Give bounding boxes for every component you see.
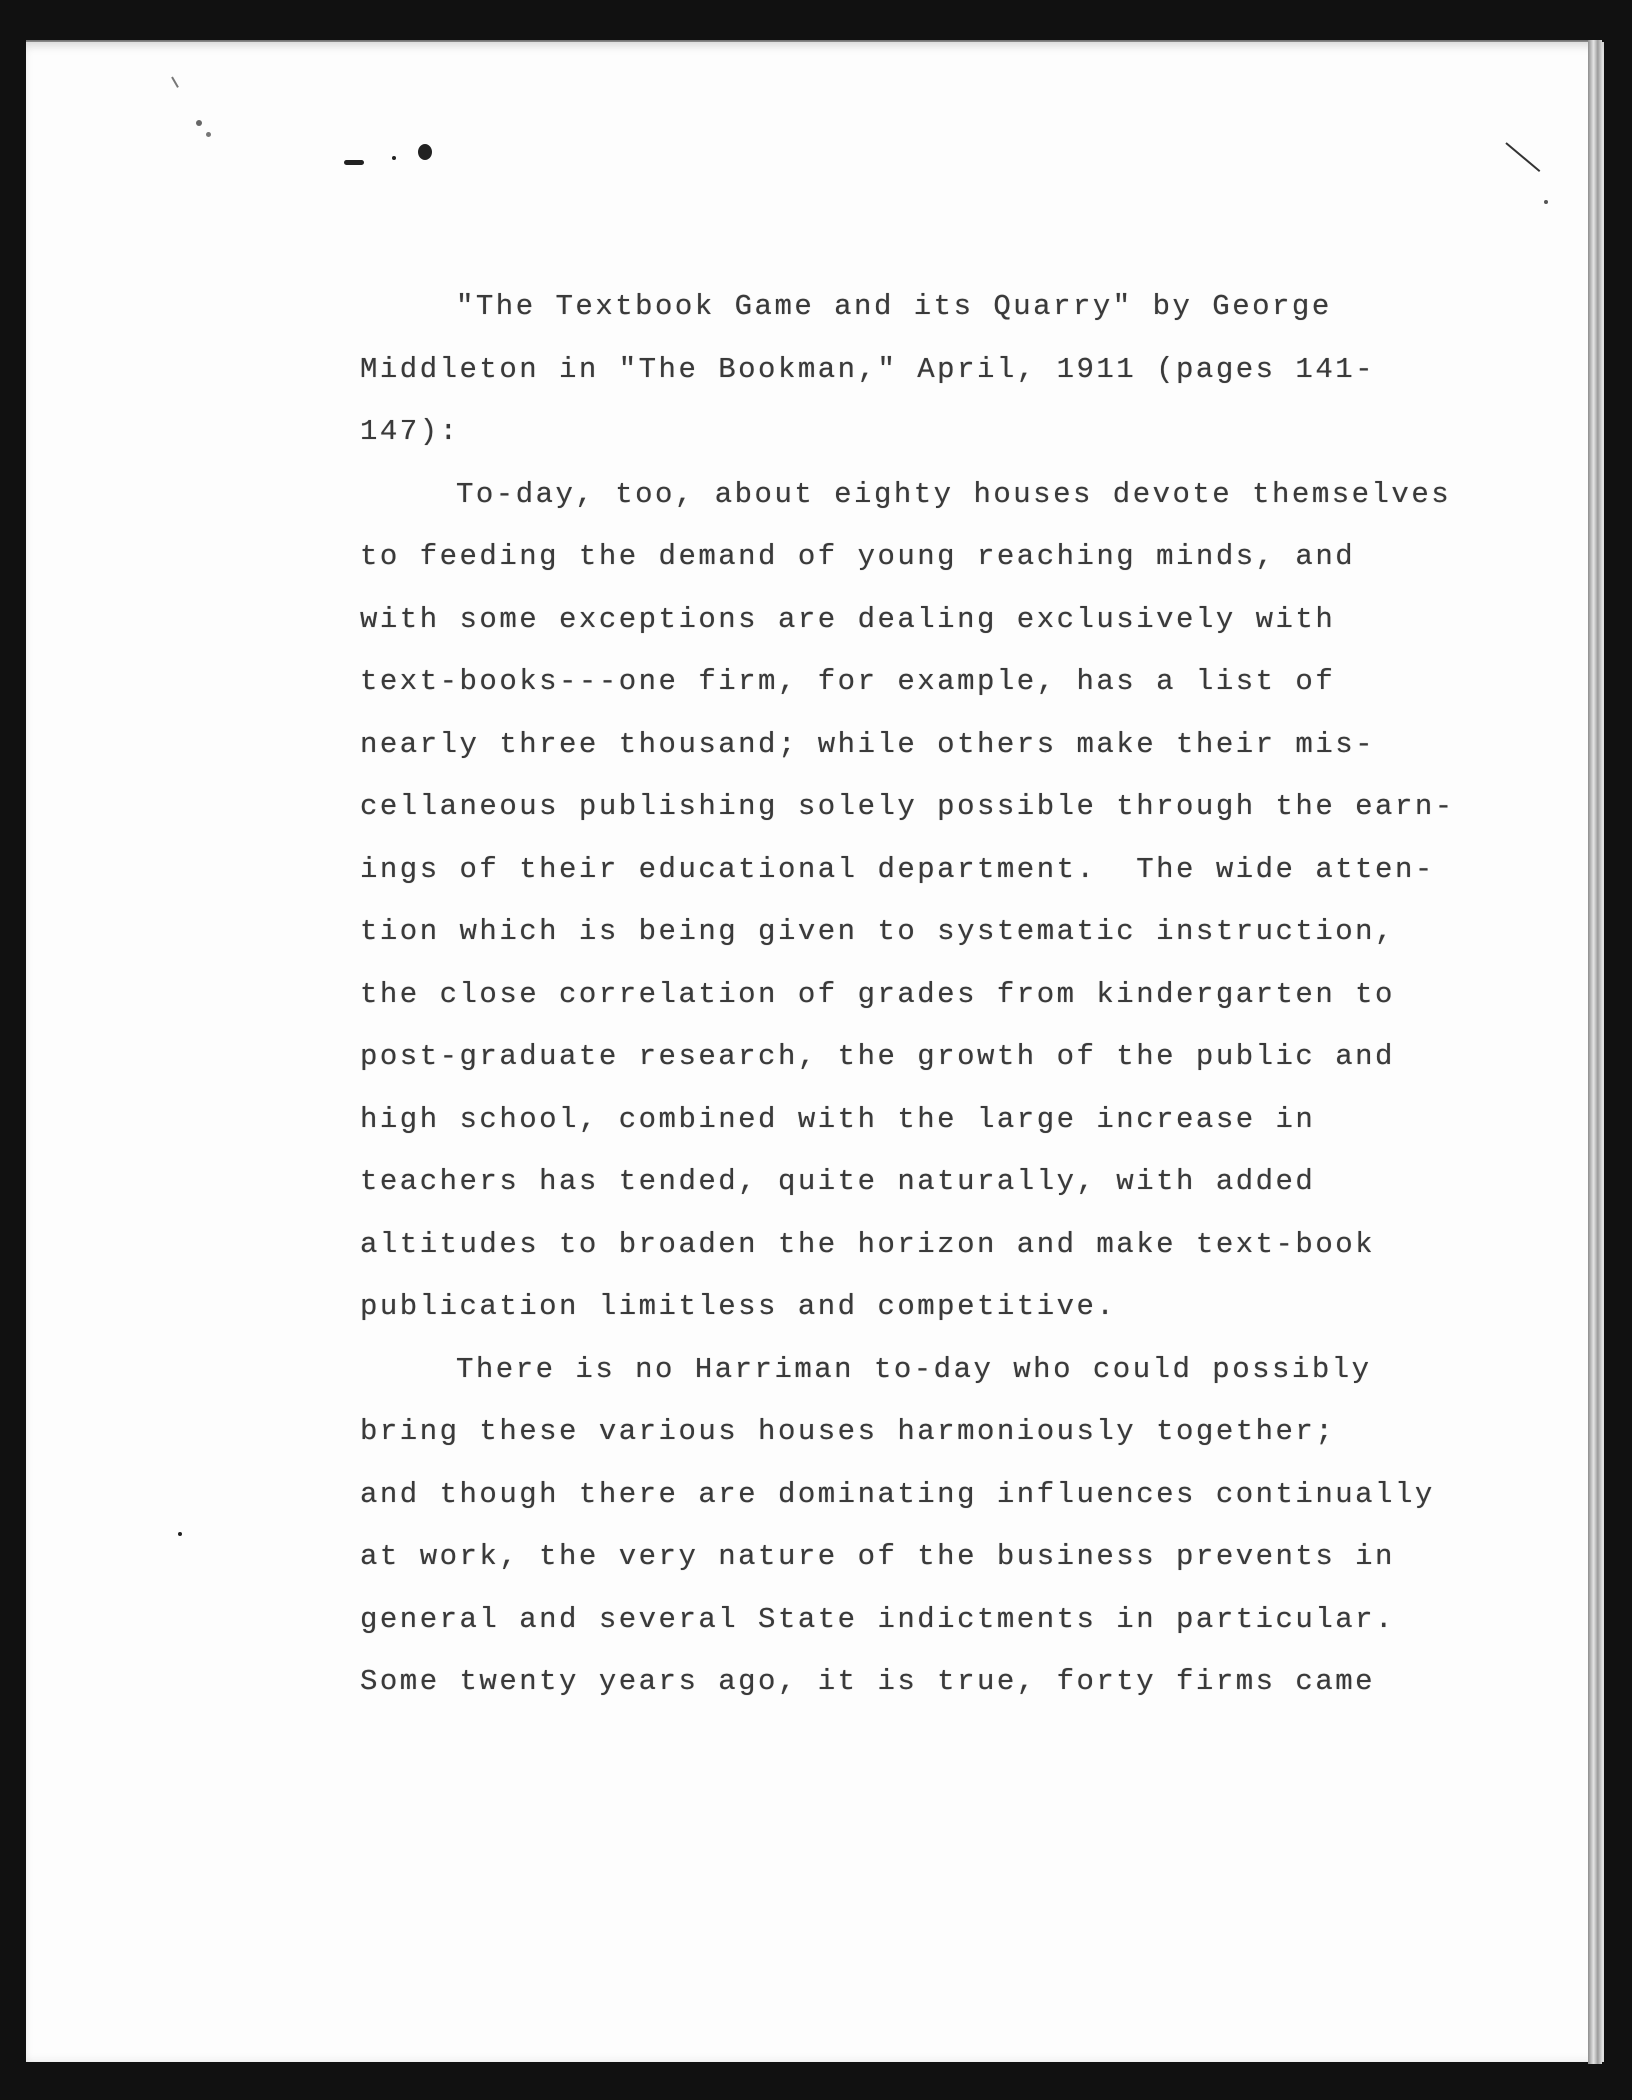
heading-line: 147): — [360, 415, 460, 448]
paragraph-line: cellaneous publishing solely possible through the earn- — [360, 790, 1455, 823]
paragraph-line: teachers has tended, quite naturally, with added — [360, 1165, 1316, 1198]
paragraph-line: altitudes to broaden the horizon and make text-book — [360, 1227, 1376, 1261]
paragraph-line: general and several State indictments in particular. — [360, 1602, 1395, 1636]
paragraph-line: high school, combined with the large increase in — [360, 1102, 1316, 1136]
paragraph-line: Some twenty years ago, it is true, forty firms came — [360, 1665, 1376, 1698]
paragraph-line: text-books---one firm, for example, has a list of — [360, 665, 1336, 698]
paragraph-line: and though there are dominating influences continually — [360, 1477, 1435, 1511]
ink-speck — [418, 144, 432, 160]
paragraph-line: tion which is being given to systematic instruction, — [360, 915, 1395, 948]
paper-right-edge — [1588, 40, 1602, 2064]
paragraph-line: ings of their educational department. The wide atten- — [360, 852, 1435, 886]
paragraph-line: post-graduate research, the growth of the public and — [360, 1040, 1395, 1073]
paragraph-line: publication limitless and competitive. — [360, 1290, 1117, 1323]
heading-line: "The Textbook Game and its Quarry" by George — [456, 290, 1332, 323]
paragraph-line: nearly three thousand; while others make their mis- — [360, 727, 1376, 761]
paragraph-line: with some exceptions are dealing exclusively with — [360, 602, 1336, 636]
ink-speck — [206, 132, 211, 137]
paragraph-line: To-day, too, about eighty houses devote themselves — [456, 477, 1452, 511]
paragraph-line: There is no Harriman to-day who could possibly — [456, 1352, 1372, 1386]
ink-speck — [196, 120, 202, 126]
typewritten-text — [360, 276, 1455, 1714]
paragraph-line: to feeding the demand of young reaching minds, and — [360, 540, 1356, 573]
paragraph-line: at work, the very nature of the business prevents in — [360, 1540, 1395, 1573]
paragraph-line: bring these various houses harmoniously together; — [360, 1415, 1336, 1448]
ink-speck — [392, 156, 396, 160]
paragraph-line: the close correlation of grades from kindergarten to — [360, 977, 1395, 1011]
ink-speck — [344, 160, 364, 165]
heading-line: Middleton in "The Bookman," April, 1911 (pages 141- — [360, 352, 1376, 386]
ink-speck — [178, 1532, 182, 1536]
ink-speck — [1544, 200, 1548, 204]
